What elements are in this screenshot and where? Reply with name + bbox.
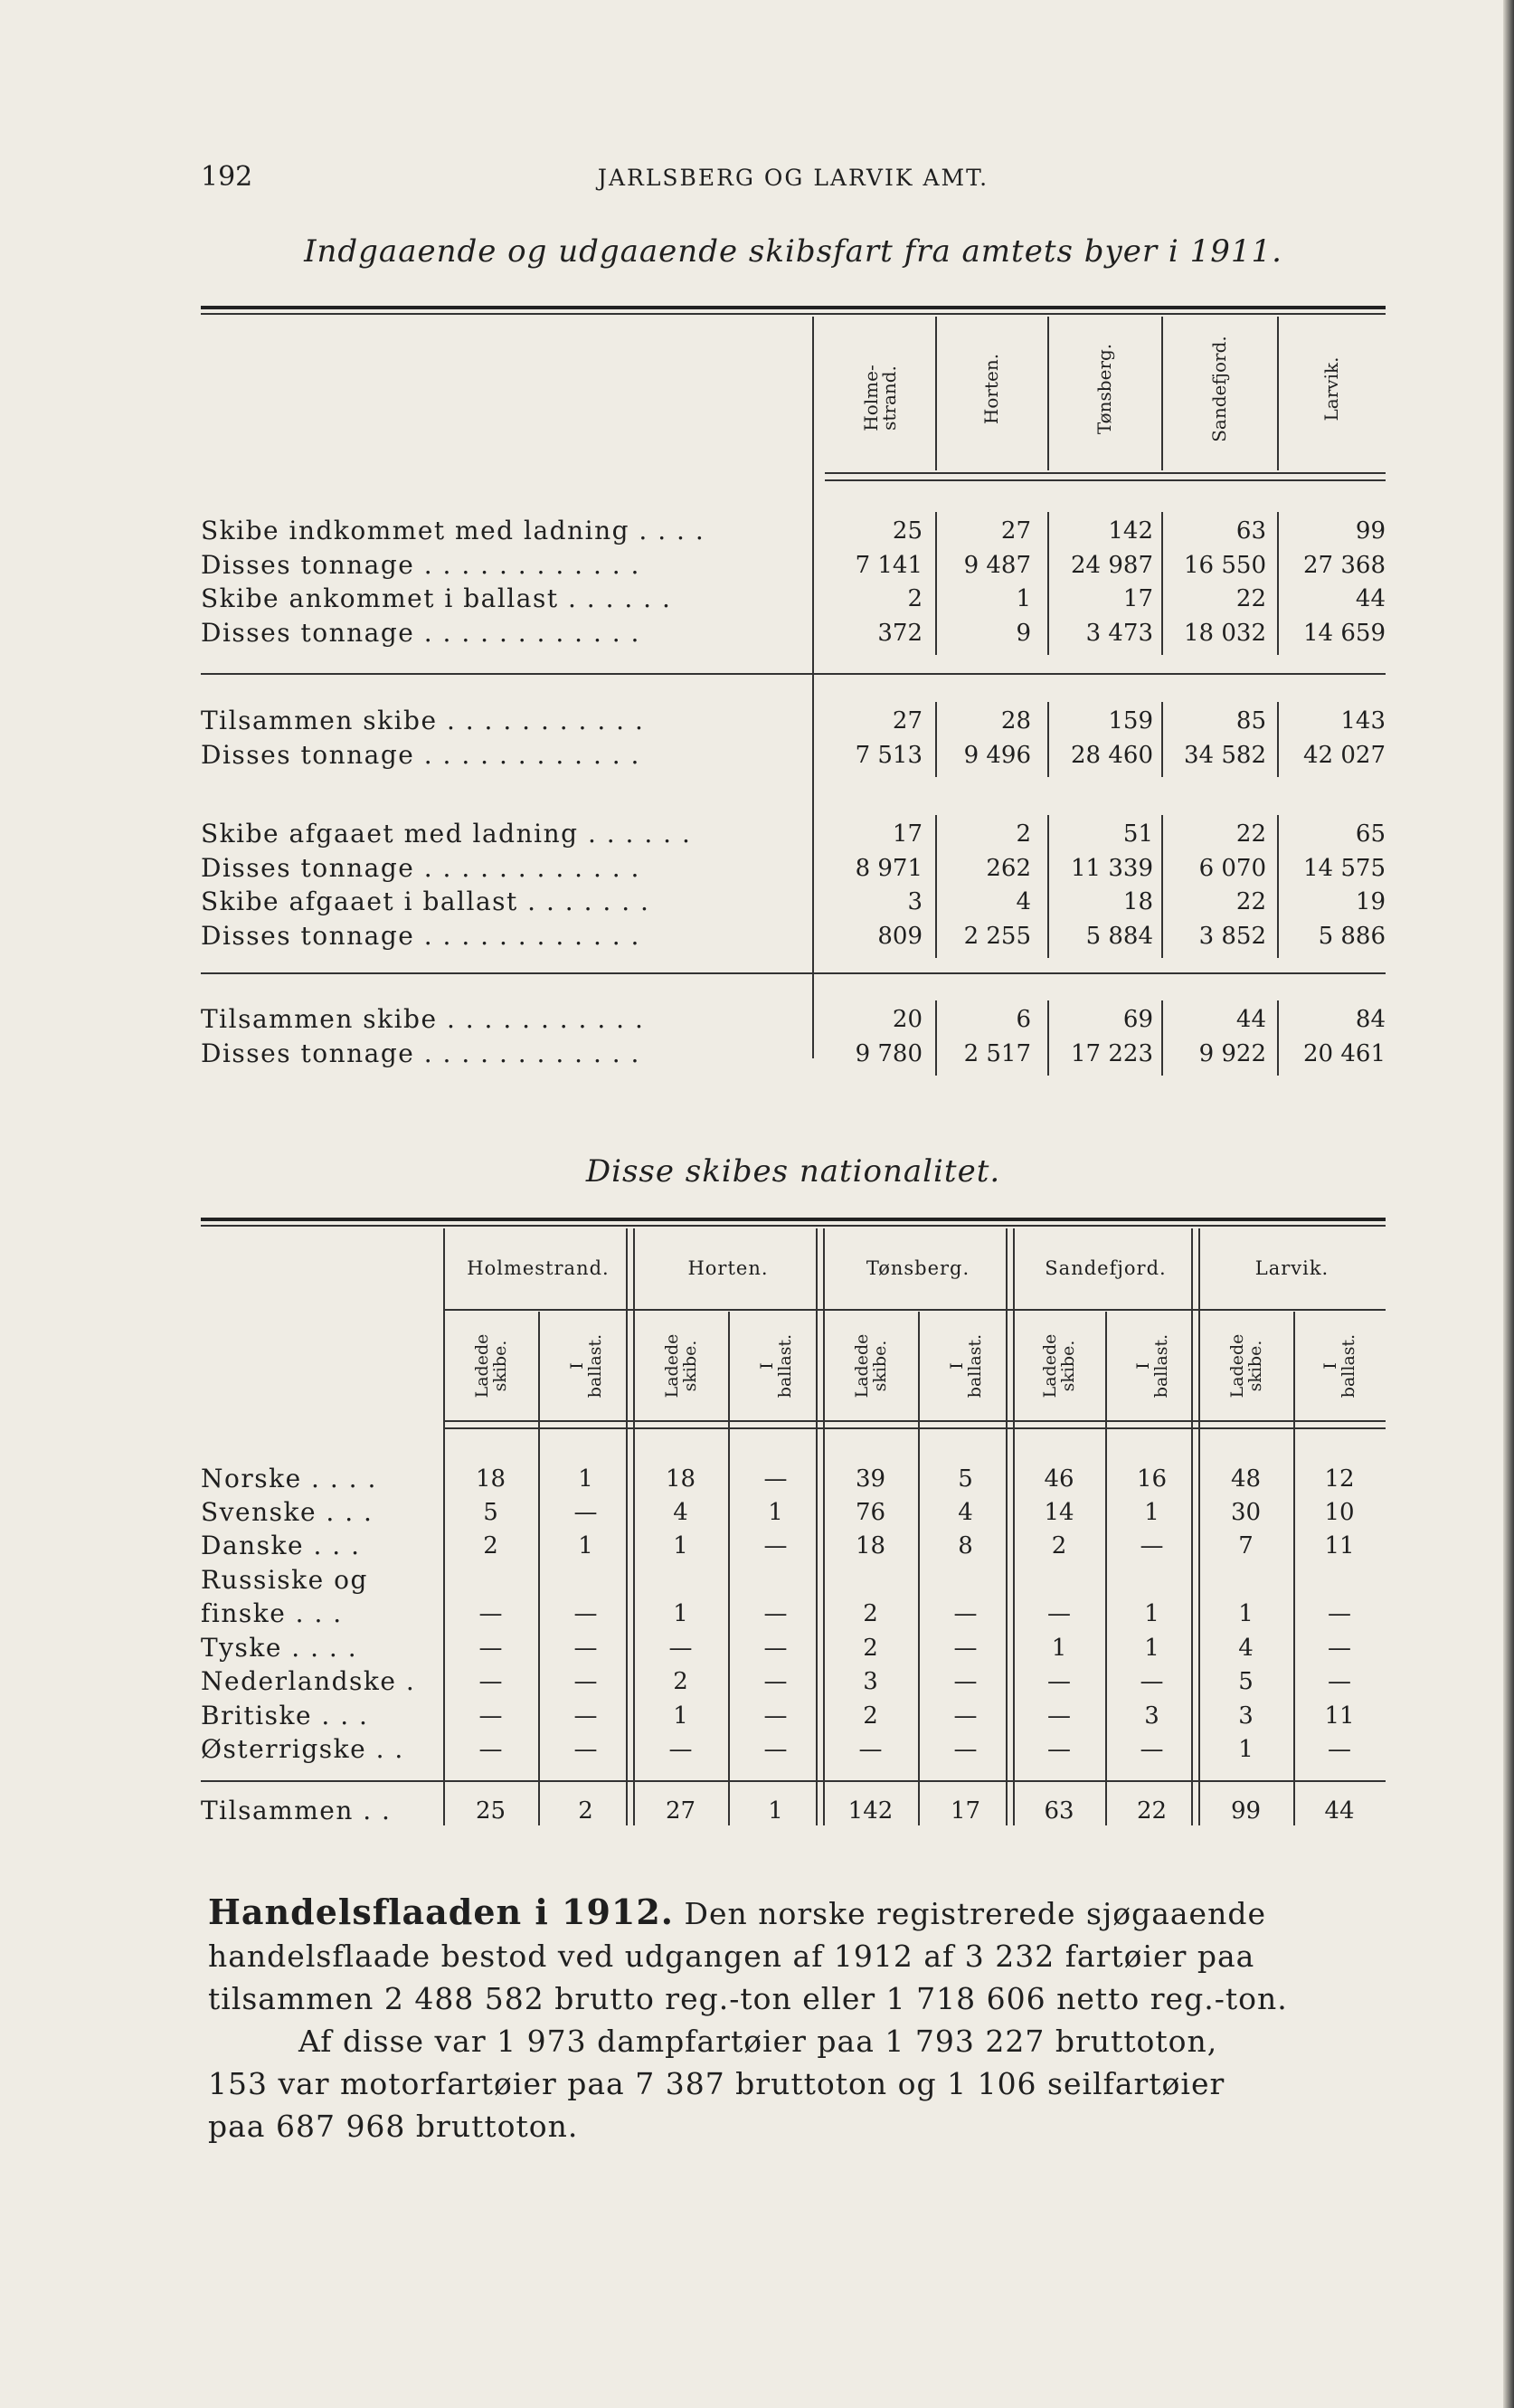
table2-cell: — xyxy=(1047,1702,1071,1730)
table2-title: Disse skibes nationalitet. xyxy=(585,1153,1001,1190)
table2-row-label: Nederlandske . xyxy=(201,1666,416,1696)
table1-cell: 18 032 xyxy=(1184,619,1266,647)
table2-cell: 46 xyxy=(1044,1465,1074,1493)
table1-cell: 142 xyxy=(1108,517,1153,545)
table2-cell: — xyxy=(763,1635,788,1662)
table1-cell: 99 xyxy=(1355,517,1386,545)
table1-cell: 22 xyxy=(1235,820,1266,848)
table1-cell: 27 xyxy=(1000,517,1031,545)
table2-row-label: Britiske . . . xyxy=(201,1701,369,1730)
column-head-3: Sandefjord. xyxy=(1208,336,1230,442)
table2-cell: 5 xyxy=(958,1465,973,1493)
table2-subhead: Ladede skibe. xyxy=(471,1333,510,1398)
table2-total-cell: 27 xyxy=(665,1797,696,1825)
table2-total-cell: 63 xyxy=(1044,1797,1074,1825)
table2-cell: 11 xyxy=(1324,1532,1355,1560)
table2-cell: — xyxy=(953,1635,978,1662)
table1-cell: 44 xyxy=(1355,585,1386,612)
table1-cell: 24 987 xyxy=(1071,551,1153,579)
table1-row-divider xyxy=(1277,815,1279,958)
table2-cell: 2 xyxy=(863,1600,878,1627)
table2-cell: — xyxy=(573,1635,598,1662)
table2-cell: — xyxy=(763,1532,788,1560)
table1-cell: 17 xyxy=(892,820,923,848)
table1-row-label: Skibe afgaaet med ladning . . . . . . xyxy=(201,819,692,848)
table1-cell: 4 xyxy=(1016,888,1031,915)
table2-cell: 1 xyxy=(768,1499,783,1526)
table2-cell: 1 xyxy=(1051,1635,1067,1662)
table2-row-label: Tyske . . . . xyxy=(201,1633,358,1663)
table2-cell: — xyxy=(953,1668,978,1695)
table2-cell: — xyxy=(1047,1736,1071,1763)
table2-cell: 2 xyxy=(1051,1532,1067,1560)
table2-row-label: Svenske . . . xyxy=(201,1497,374,1527)
table2-cell: — xyxy=(1140,1668,1164,1695)
table2-sub-divider xyxy=(538,1312,540,1825)
table2-cell: 7 xyxy=(1238,1532,1254,1560)
table1-row-divider xyxy=(935,702,937,777)
table1-row-divider xyxy=(1277,512,1279,655)
table2-cell: 4 xyxy=(673,1499,688,1526)
table1-cell: 28 460 xyxy=(1071,741,1153,769)
table1-cell: 6 070 xyxy=(1198,854,1266,882)
paragraph-line-4: Af disse var 1 973 dampfartøier paa 1 793 227 bruttoton, xyxy=(298,2024,1218,2059)
table1-cell: 7 513 xyxy=(855,741,923,769)
table2-cell: — xyxy=(478,1635,503,1662)
table2-cell: — xyxy=(953,1702,978,1730)
table2-cell: — xyxy=(478,1702,503,1730)
table2-row-label: Norske . . . . xyxy=(201,1464,377,1493)
table1-cell: 25 xyxy=(892,517,923,545)
table2-cell: 11 xyxy=(1324,1702,1355,1730)
table1-cell: 51 xyxy=(1122,820,1153,848)
table1-cell: 11 339 xyxy=(1071,854,1153,882)
table2-group-head-2: Tønsberg. xyxy=(866,1257,970,1279)
table2-cell: — xyxy=(478,1668,503,1695)
table1-cell: 16 550 xyxy=(1184,551,1266,579)
table2-total-label: Tilsammen . . xyxy=(201,1796,392,1825)
paragraph-line-3: tilsammen 2 488 582 brutto reg.-ton eller 1 718 606 netto reg.-ton. xyxy=(208,1981,1288,2016)
table1-cell: 9 922 xyxy=(1198,1039,1266,1067)
table1-row-label: Skibe afgaaet i ballast . . . . . . . xyxy=(201,886,650,916)
column-head-1: Horten. xyxy=(980,353,1002,425)
table1-cell: 8 971 xyxy=(855,854,923,882)
table2-cell: 1 xyxy=(673,1702,688,1730)
table1-cell: 14 659 xyxy=(1303,619,1386,647)
table2-cell: 1 xyxy=(1144,1499,1159,1526)
table2-total-cell: 2 xyxy=(578,1797,593,1825)
table2-cell: 1 xyxy=(673,1600,688,1627)
table1-header-rule xyxy=(825,472,1386,474)
table2-total-cell: 22 xyxy=(1136,1797,1168,1825)
table1-cell: 22 xyxy=(1235,585,1266,612)
table2-subhead: I ballast. xyxy=(1320,1333,1358,1398)
table1-row-label: Disses tonnage . . . . . . . . . . . . xyxy=(201,739,640,770)
table1-cell: 7 141 xyxy=(855,551,923,579)
table1-cell: 27 368 xyxy=(1303,551,1386,579)
table1-row-divider xyxy=(1047,815,1049,958)
table1-row-divider xyxy=(1161,815,1163,958)
table1-cell: 372 xyxy=(877,619,923,647)
table1-cell: 2 xyxy=(1016,820,1031,848)
table1-cell: 262 xyxy=(986,854,1031,882)
table2-total-cell: 17 xyxy=(950,1797,981,1825)
table1-cell: 2 255 xyxy=(963,922,1031,950)
table1-cell: 28 xyxy=(1000,707,1031,735)
table1-cell: 2 xyxy=(907,585,923,612)
table1-col-divider xyxy=(935,317,937,470)
table1-row-divider xyxy=(935,815,937,958)
table1-cell: 85 xyxy=(1235,707,1266,735)
table1-cell: 65 xyxy=(1355,820,1386,848)
paragraph-line-1: Handelsflaaden i 1912. Den norske registrerede sjøgaaende xyxy=(208,1891,1266,1932)
table1-cell: 63 xyxy=(1235,517,1266,545)
table2-cell: 18 xyxy=(475,1465,506,1493)
table1-cell: 14 575 xyxy=(1303,854,1386,882)
table2-cell: — xyxy=(953,1600,978,1627)
table1-cell: 34 582 xyxy=(1184,741,1266,769)
paragraph-lead: Handelsflaaden i 1912. xyxy=(208,1891,675,1932)
table2-cell: — xyxy=(573,1736,598,1763)
table2-cell: 1 xyxy=(578,1532,593,1560)
table2-cell: 18 xyxy=(665,1465,696,1493)
table2-row-label: Danske . . . xyxy=(201,1531,361,1560)
table2-cell: 4 xyxy=(1238,1635,1254,1662)
table2-subhead: I ballast. xyxy=(1132,1333,1171,1398)
table2-cell: — xyxy=(1328,1736,1351,1763)
table2-cell: — xyxy=(1328,1668,1351,1695)
table2-sub-divider xyxy=(918,1312,920,1825)
table2-cell: — xyxy=(573,1499,598,1526)
table2-cell: — xyxy=(858,1736,883,1763)
table2-cell: 48 xyxy=(1230,1465,1262,1493)
table2-total-rule xyxy=(201,1780,1386,1782)
table2-group-divider xyxy=(823,1228,825,1825)
table2-top-rule xyxy=(201,1218,1386,1221)
table1-section-rule xyxy=(201,673,1386,675)
table2-cell: — xyxy=(1328,1635,1351,1662)
table1-cell: 27 xyxy=(892,707,923,735)
table2-cell: — xyxy=(1047,1600,1071,1627)
table2-cell: — xyxy=(763,1702,788,1730)
column-head-0: Holme- strand. xyxy=(860,365,900,431)
table2-row-label: Østerrigske . . xyxy=(201,1734,404,1764)
table2-cell: — xyxy=(478,1736,503,1763)
paragraph-line-2: handelsflaade bestod ved udgangen af 1912 af 3 232 fartøier paa xyxy=(208,1939,1255,1974)
table2-top-rule-thin xyxy=(201,1225,1386,1227)
table1-cell: 20 xyxy=(892,1006,923,1033)
table1-cell: 6 xyxy=(1016,1006,1031,1033)
table1-cell: 5 884 xyxy=(1085,922,1153,950)
table1-row-label: Disses tonnage . . . . . . . . . . . . xyxy=(201,920,640,951)
table1-col-divider xyxy=(1277,317,1279,470)
table1-top-rule xyxy=(201,306,1386,309)
table2-subhead: I ballast. xyxy=(946,1333,985,1398)
column-head-4: Larvik. xyxy=(1320,356,1342,422)
table1-row-divider xyxy=(1161,512,1163,655)
table1-cell: 44 xyxy=(1235,1006,1266,1033)
table1-row-divider xyxy=(1047,512,1049,655)
table2-group-divider xyxy=(633,1228,635,1825)
table1-cell: 3 473 xyxy=(1085,619,1153,647)
table2-cell: — xyxy=(763,1465,788,1493)
table2-cell: 1 xyxy=(1144,1600,1159,1627)
table2-subhead: I ballast. xyxy=(566,1333,605,1398)
table2-total-cell: 25 xyxy=(475,1797,506,1825)
table2-cell: 1 xyxy=(673,1532,688,1560)
table2-cell: — xyxy=(763,1668,788,1695)
table1-cell: 1 xyxy=(1016,585,1031,612)
table2-cell: — xyxy=(953,1736,978,1763)
table1-row-divider xyxy=(1161,1000,1163,1076)
table1-row-label: Tilsammen skibe . . . . . . . . . . . xyxy=(201,706,645,735)
table2-cell: — xyxy=(1328,1600,1351,1627)
table2-sub-divider xyxy=(728,1312,730,1825)
column-head-2: Tønsberg. xyxy=(1093,343,1115,435)
table2-cell: 3 xyxy=(1144,1702,1159,1730)
table2-cell: 4 xyxy=(958,1499,973,1526)
table1-cell: 3 852 xyxy=(1198,922,1266,950)
table2-cell: 2 xyxy=(863,1702,878,1730)
table2-cell: — xyxy=(1047,1668,1071,1695)
table1-cell: 42 027 xyxy=(1303,741,1386,769)
table1-cell: 159 xyxy=(1108,707,1153,735)
table2-cell: — xyxy=(763,1600,788,1627)
table1-cell: 17 xyxy=(1122,585,1153,612)
table2-cell: — xyxy=(668,1635,693,1662)
table1-cell: 9 xyxy=(1016,619,1031,647)
table2-cell: 12 xyxy=(1324,1465,1355,1493)
table2-cell: 1 xyxy=(1238,1736,1254,1763)
table1-cell: 9 780 xyxy=(855,1039,923,1067)
table1-row-divider xyxy=(1277,1000,1279,1076)
table2-subhead: Ladede skibe. xyxy=(851,1333,890,1398)
table2-cell: 8 xyxy=(958,1532,973,1560)
table1-cell: 20 461 xyxy=(1303,1039,1386,1067)
table1-cell: 18 xyxy=(1122,888,1153,915)
table2-group-divider xyxy=(1198,1228,1200,1825)
table2-group-head-0: Holmestrand. xyxy=(467,1257,610,1279)
table2-group-divider xyxy=(443,1228,445,1825)
table2-group-head-3: Sandefjord. xyxy=(1045,1257,1167,1279)
table1-row-label: Skibe indkommet med ladning . . . . xyxy=(201,516,705,545)
table1-row-divider xyxy=(1047,1000,1049,1076)
table1-row-label: Skibe ankommet i ballast . . . . . . xyxy=(201,583,672,613)
running-title: JARLSBERG OG LARVIK AMT. xyxy=(597,165,989,191)
table1-cell: 143 xyxy=(1340,707,1386,735)
table1-row-label: Disses tonnage . . . . . . . . . . . . xyxy=(201,1038,640,1068)
page-number: 192 xyxy=(201,161,253,193)
table2-total-cell: 142 xyxy=(847,1797,894,1825)
table2-cell: 1 xyxy=(1144,1635,1159,1662)
table2-subhead: Ladede skibe. xyxy=(1226,1333,1265,1398)
table2-cell: 2 xyxy=(483,1532,498,1560)
table1-row-divider xyxy=(1047,702,1049,777)
table2-sub-rule-2 xyxy=(443,1427,1386,1429)
table2-cell: — xyxy=(573,1702,598,1730)
table2-cell: 10 xyxy=(1324,1499,1355,1526)
table2-row-label: finske . . . xyxy=(201,1598,343,1628)
table2-cell: 3 xyxy=(863,1668,878,1695)
table2-total-cell: 44 xyxy=(1324,1797,1355,1825)
table2-total-cell: 99 xyxy=(1230,1797,1262,1825)
table1-row-divider xyxy=(1161,702,1163,777)
table2-cell: — xyxy=(573,1668,598,1695)
table2-subhead: Ladede skibe. xyxy=(1040,1333,1078,1398)
table1-cell: 84 xyxy=(1355,1006,1386,1033)
table2-cell: 39 xyxy=(855,1465,886,1493)
table2-group-head-4: Larvik. xyxy=(1254,1257,1329,1279)
table2-cell: 1 xyxy=(1238,1600,1254,1627)
table2-cell: — xyxy=(763,1736,788,1763)
table1-header-rule-2 xyxy=(825,479,1386,481)
table2-cell: — xyxy=(668,1736,693,1763)
table1-cell: 9 487 xyxy=(963,551,1031,579)
table2-cell: 5 xyxy=(483,1499,498,1526)
table1-cell: 22 xyxy=(1235,888,1266,915)
table1-section-rule xyxy=(201,972,1386,974)
table2-cell: — xyxy=(1140,1532,1164,1560)
table1-title: Indgaaende og udgaaende skibsfart fra amtets byer i 1911. xyxy=(304,233,1282,270)
table2-cell: 18 xyxy=(855,1532,886,1560)
table2-cell: 2 xyxy=(673,1668,688,1695)
table1-row-label: Disses tonnage . . . . . . . . . . . . xyxy=(201,617,640,648)
table1-cell: 9 496 xyxy=(963,741,1031,769)
table1-cell: 19 xyxy=(1355,888,1386,915)
table2-group-head-1: Horten. xyxy=(687,1257,769,1279)
table1-top-rule-thin xyxy=(201,313,1386,315)
table1-cell: 809 xyxy=(877,922,923,950)
table1-row-label: Tilsammen skibe . . . . . . . . . . . xyxy=(201,1004,645,1034)
table1-cell: 69 xyxy=(1122,1006,1153,1033)
table1-row-divider xyxy=(935,1000,937,1076)
merchant-fleet-paragraph xyxy=(208,1891,1375,2147)
table1-row-divider xyxy=(935,512,937,655)
table2-row-label: Russiske og xyxy=(201,1565,368,1595)
table1-cell: 2 517 xyxy=(963,1039,1031,1067)
table2-cell: 5 xyxy=(1238,1668,1254,1695)
table1-cell: 5 886 xyxy=(1318,922,1386,950)
table2-cell: 14 xyxy=(1044,1499,1074,1526)
table2-sub-rule xyxy=(443,1420,1386,1422)
table1-col-divider xyxy=(1161,317,1163,470)
table2-cell: 16 xyxy=(1136,1465,1168,1493)
paragraph-line-5: 153 var motorfartøier paa 7 387 bruttoton og 1 106 seilfartøier xyxy=(208,2066,1225,2101)
table2-cell: 1 xyxy=(578,1465,593,1493)
table2-cell: 3 xyxy=(1238,1702,1254,1730)
table2-subhead: Ladede skibe. xyxy=(661,1333,700,1398)
table1-row-divider xyxy=(1277,702,1279,777)
table2-total-cell: 1 xyxy=(768,1797,783,1825)
table2-cell: — xyxy=(573,1600,598,1627)
table1-cell: 3 xyxy=(907,888,923,915)
table1-col-divider xyxy=(1047,317,1049,470)
table1-row-label: Disses tonnage . . . . . . . . . . . . xyxy=(201,549,640,580)
table1-row-label: Disses tonnage . . . . . . . . . . . . xyxy=(201,852,640,883)
table2-cell: — xyxy=(478,1600,503,1627)
table2-cell: 2 xyxy=(863,1635,878,1662)
paragraph-line-6: paa 687 968 bruttoton. xyxy=(208,2109,579,2144)
table2-cell: — xyxy=(1140,1736,1164,1763)
table2-group-rule xyxy=(443,1309,1386,1311)
table2-cell: 30 xyxy=(1230,1499,1262,1526)
table1-cell: 17 223 xyxy=(1071,1039,1153,1067)
table2-subhead: I ballast. xyxy=(756,1333,795,1398)
table2-cell: 76 xyxy=(855,1499,886,1526)
